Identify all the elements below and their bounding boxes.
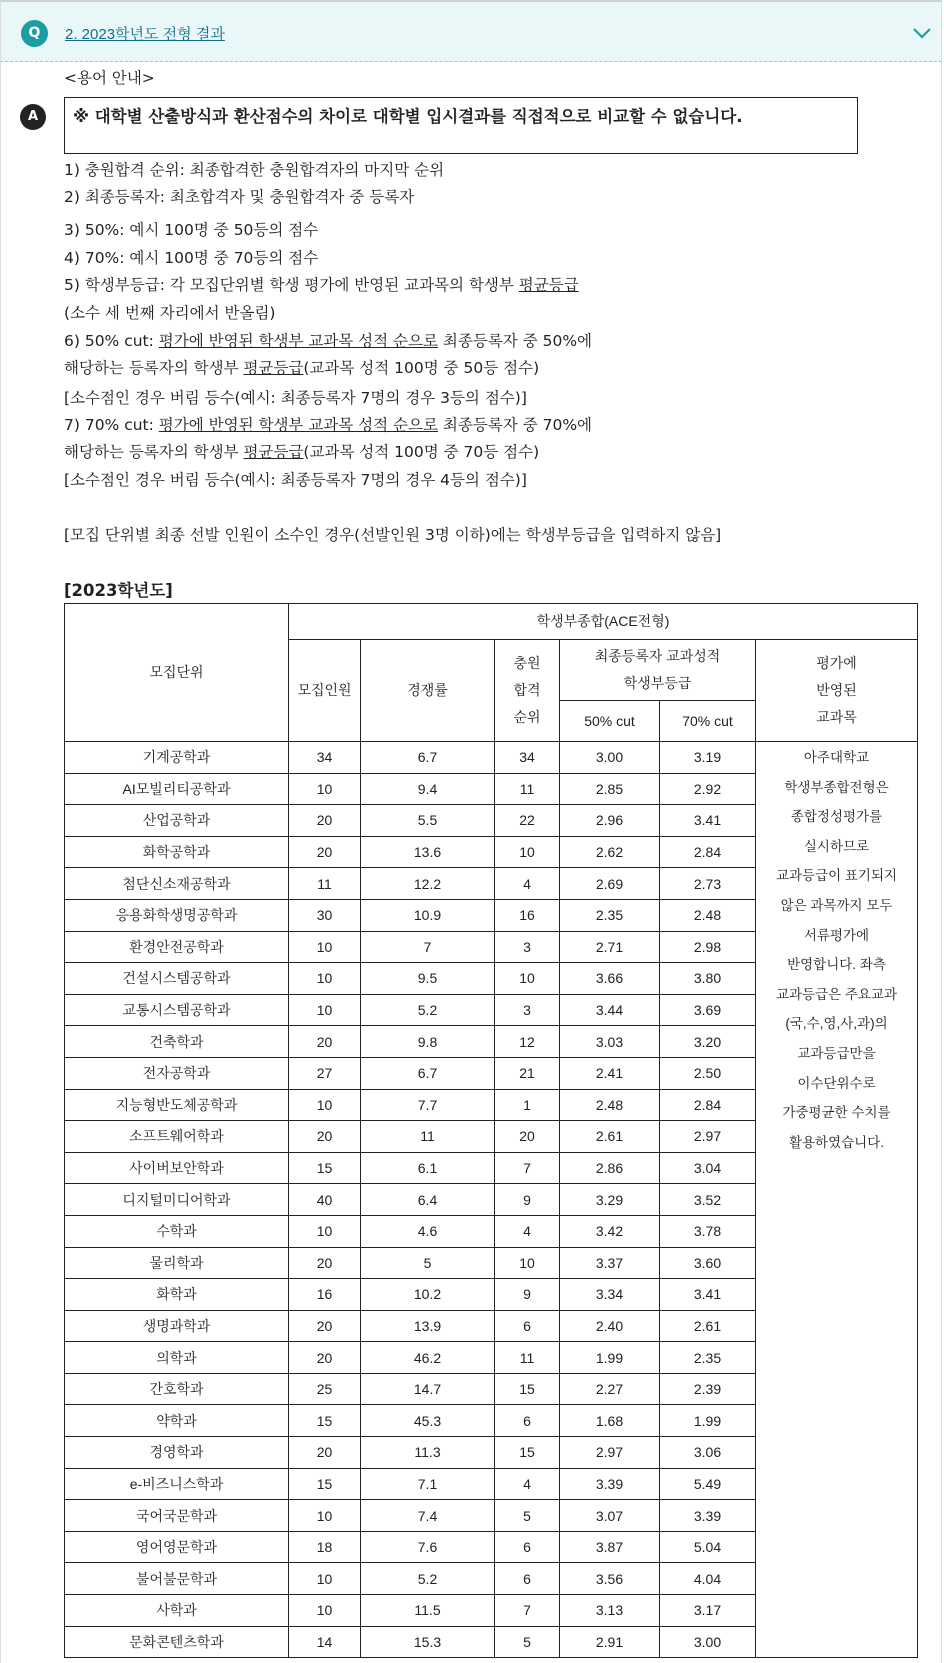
header-text: 순위 [513, 709, 541, 725]
cell-cut70: 2.73 [660, 868, 756, 900]
cell-unit: 영어영문학과 [65, 1531, 289, 1563]
side-note [756, 742, 918, 1658]
header-ratio: 경쟁률 [361, 640, 495, 742]
cell-ratio: 14.7 [361, 1373, 495, 1405]
header-rank [495, 640, 560, 742]
cell-unit: 경영학과 [65, 1437, 289, 1469]
cell-ratio: 10.2 [361, 1279, 495, 1311]
cell-quota: 10 [289, 963, 361, 995]
cell-cut70: 3.19 [660, 742, 756, 774]
cell-cut50: 1.99 [560, 1342, 660, 1374]
note-3: 3) 50%: 예시 100명 중 50등의 점수 [64, 221, 319, 239]
cell-ratio: 6.1 [361, 1152, 495, 1184]
cell-unit: 소프트웨어학과 [65, 1121, 289, 1153]
cell-quota: 27 [289, 1057, 361, 1089]
cell-cut50: 3.66 [560, 963, 660, 995]
cell-cut70: 5.49 [660, 1468, 756, 1500]
header-grade [560, 640, 756, 701]
cell-cut70: 3.39 [660, 1500, 756, 1532]
cell-unit: 기계공학과 [65, 742, 289, 774]
cell-cut50: 3.87 [560, 1531, 660, 1563]
header-text: 최종등록자 교과성적 [594, 648, 721, 664]
cell-cut50: 3.13 [560, 1595, 660, 1627]
header-subjects [756, 640, 918, 742]
cell-ratio: 9.5 [361, 963, 495, 995]
glossary-title: <용어 안내> [64, 69, 155, 87]
note-text: 5) 학생부등급: 각 모집단위별 학생 평가에 반영된 교과목의 학생부 [64, 276, 519, 294]
cell-quota: 18 [289, 1531, 361, 1563]
cell-unit: 전자공학과 [65, 1057, 289, 1089]
cell-cut50: 2.97 [560, 1437, 660, 1469]
cell-quota: 20 [289, 1342, 361, 1374]
cell-quota: 20 [289, 1310, 361, 1342]
cell-cut50: 3.44 [560, 994, 660, 1026]
note-underlined: 평균등급 [243, 443, 304, 461]
cell-cut70: 2.61 [660, 1310, 756, 1342]
cell-cut50: 2.69 [560, 868, 660, 900]
note-2: 2) 최종등록자: 최초합격자 및 충원합격자 중 등록자 [64, 188, 415, 206]
cell-unit: 응용화학생명공학과 [65, 899, 289, 931]
note-8: [모집 단위별 최종 선발 인원이 소수인 경우(선발인원 3명 이하)에는 학생부등급을 입력하지 않음] [64, 526, 722, 544]
cell-unit: 문화콘텐츠학과 [65, 1626, 289, 1658]
note-7 [64, 415, 592, 435]
cell-ratio: 7 [361, 931, 495, 963]
header-text: 학생부등급 [623, 675, 692, 691]
cell-ratio: 9.8 [361, 1026, 495, 1058]
cell-unit: 의학과 [65, 1342, 289, 1374]
cell-quota: 10 [289, 1089, 361, 1121]
answer-badge: A [20, 104, 46, 130]
note-7-example: [소수점인 경우 버림 등수(예시: 최종등록자 7명의 경우 4등의 점수)] [64, 471, 527, 489]
cell-cut50: 3.34 [560, 1279, 660, 1311]
cell-cut70: 2.98 [660, 931, 756, 963]
cell-rank: 6 [495, 1310, 560, 1342]
cell-quota: 20 [289, 1026, 361, 1058]
table-body [65, 742, 918, 1658]
cell-cut50: 3.07 [560, 1500, 660, 1532]
side-note-line: 종합정성평가를 [790, 809, 883, 825]
note-6 [64, 331, 592, 351]
note-1: 1) 충원합격 순위: 최종합격한 충원합격자의 마지막 순위 [64, 161, 445, 179]
cell-cut70: 3.69 [660, 994, 756, 1026]
cell-ratio: 7.7 [361, 1089, 495, 1121]
cell-ratio: 13.6 [361, 836, 495, 868]
cell-cut50: 2.48 [560, 1089, 660, 1121]
cell-ratio: 5 [361, 1247, 495, 1279]
cell-cut70: 5.04 [660, 1531, 756, 1563]
cell-cut50: 3.39 [560, 1468, 660, 1500]
cell-rank: 10 [495, 963, 560, 995]
cell-rank: 4 [495, 868, 560, 900]
cell-unit: 사학과 [65, 1595, 289, 1627]
notice-text: ※ 대학별 산출방식과 환산점수의 차이로 대학별 입시결과를 직접적으로 비교할 수 없습니다. [73, 107, 743, 126]
note-underlined: 평가에 반영된 학생부 교과목 성적 순으로 [158, 332, 438, 350]
cell-quota: 20 [289, 836, 361, 868]
cell-unit: 건설시스템공학과 [65, 963, 289, 995]
cell-quota: 10 [289, 931, 361, 963]
cell-cut50: 2.41 [560, 1057, 660, 1089]
cell-ratio: 7.4 [361, 1500, 495, 1532]
cell-rank: 6 [495, 1405, 560, 1437]
cell-cut50: 3.56 [560, 1563, 660, 1595]
cell-cut70: 1.99 [660, 1405, 756, 1437]
header-50-cut: 50% cut [560, 701, 660, 742]
cell-rank: 4 [495, 1468, 560, 1500]
cell-unit: 산업공학과 [65, 805, 289, 837]
cell-cut70: 2.84 [660, 836, 756, 868]
cell-cut50: 1.68 [560, 1405, 660, 1437]
cell-cut70: 2.35 [660, 1342, 756, 1374]
question-header[interactable] [0, 0, 942, 62]
note-underlined: 평균등급 [243, 359, 304, 377]
cell-cut70: 3.04 [660, 1152, 756, 1184]
cell-cut50: 3.03 [560, 1026, 660, 1058]
note-text: (교과목 성적 100명 중 70등 점수) [303, 443, 540, 461]
cell-unit: 건축학과 [65, 1026, 289, 1058]
side-note-line: 교과등급이 표기되지 [775, 868, 898, 884]
cell-cut70: 3.20 [660, 1026, 756, 1058]
note-6-cont [64, 358, 539, 378]
cell-unit: 생명과학과 [65, 1310, 289, 1342]
cell-cut50: 2.61 [560, 1121, 660, 1153]
cell-cut50: 2.96 [560, 805, 660, 837]
cell-cut50: 2.62 [560, 836, 660, 868]
notice-box [64, 97, 858, 154]
cell-quota: 20 [289, 1121, 361, 1153]
cell-quota: 14 [289, 1626, 361, 1658]
cell-quota: 10 [289, 1500, 361, 1532]
cell-cut70: 2.84 [660, 1089, 756, 1121]
cell-quota: 20 [289, 805, 361, 837]
cell-cut70: 3.06 [660, 1437, 756, 1469]
side-note-line: 학생부종합전형은 [784, 779, 889, 795]
header-group: 학생부종합(ACE전형) [289, 604, 918, 640]
header-quota: 모집인원 [289, 640, 361, 742]
cell-quota: 10 [289, 1563, 361, 1595]
cell-unit: 디지털미디어학과 [65, 1184, 289, 1216]
cell-ratio: 10.9 [361, 899, 495, 931]
cell-rank: 22 [495, 805, 560, 837]
cell-unit: 환경안전공학과 [65, 931, 289, 963]
cell-cut70: 3.60 [660, 1247, 756, 1279]
cell-ratio: 45.3 [361, 1405, 495, 1437]
cell-quota: 20 [289, 1437, 361, 1469]
cell-unit: 불어불문학과 [65, 1563, 289, 1595]
header-text: 합격 [513, 682, 541, 698]
cell-rank: 5 [495, 1626, 560, 1658]
cell-cut50: 3.42 [560, 1215, 660, 1247]
cell-unit: AI모빌리티공학과 [65, 773, 289, 805]
cell-cut70: 2.48 [660, 899, 756, 931]
cell-rank: 12 [495, 1026, 560, 1058]
side-note-line: 교과등급은 주요교과 [775, 986, 898, 1002]
cell-cut50: 2.40 [560, 1310, 660, 1342]
side-note-line: 아주대학교 [803, 750, 870, 765]
header-text: 교과목 [816, 709, 857, 725]
cell-ratio: 5.2 [361, 994, 495, 1026]
cell-unit: 간호학과 [65, 1373, 289, 1405]
cell-ratio: 6.7 [361, 1057, 495, 1089]
cell-rank: 15 [495, 1373, 560, 1405]
header-text: 충원 [513, 655, 541, 671]
side-note-line: 가중평균한 수치를 [782, 1105, 891, 1121]
cell-quota: 15 [289, 1152, 361, 1184]
cell-quota: 10 [289, 994, 361, 1026]
cell-rank: 9 [495, 1279, 560, 1311]
cell-unit: 화학공학과 [65, 836, 289, 868]
cell-cut50: 3.37 [560, 1247, 660, 1279]
cell-ratio: 5.2 [361, 1563, 495, 1595]
cell-quota: 10 [289, 1215, 361, 1247]
cell-rank: 20 [495, 1121, 560, 1153]
cell-quota: 10 [289, 1595, 361, 1627]
chevron-down-icon[interactable] [911, 22, 933, 44]
cell-rank: 15 [495, 1437, 560, 1469]
cell-rank: 6 [495, 1531, 560, 1563]
cell-cut70: 3.52 [660, 1184, 756, 1216]
cell-cut50: 2.35 [560, 899, 660, 931]
cell-quota: 15 [289, 1468, 361, 1500]
question-title-link[interactable]: 2. 2023학년도 전형 결과 [65, 26, 225, 43]
cell-cut50: 2.86 [560, 1152, 660, 1184]
cell-quota: 15 [289, 1405, 361, 1437]
cell-rank: 11 [495, 773, 560, 805]
cell-cut50: 2.27 [560, 1373, 660, 1405]
cell-ratio: 6.4 [361, 1184, 495, 1216]
cell-cut70: 3.80 [660, 963, 756, 995]
cell-ratio: 5.5 [361, 805, 495, 837]
note-text: 최종등록자 중 50%에 [437, 332, 593, 350]
cell-unit: 지능형반도체공학과 [65, 1089, 289, 1121]
header-text: 평가에 [816, 655, 857, 671]
side-note-line: (국,수,영,사,과)의 [785, 1016, 888, 1032]
side-note-line: 이수단위수로 [797, 1075, 876, 1091]
cell-ratio: 12.2 [361, 868, 495, 900]
cell-rank: 1 [495, 1089, 560, 1121]
cell-ratio: 13.9 [361, 1310, 495, 1342]
side-note-line: 반영합니다. 좌측 [787, 957, 886, 973]
side-note-line: 교과등급만을 [797, 1045, 876, 1061]
cell-unit: e-비즈니스학과 [65, 1468, 289, 1500]
cell-unit: 첨단신소재공학과 [65, 868, 289, 900]
header-unit: 모집단위 [65, 604, 289, 742]
cell-ratio: 11 [361, 1121, 495, 1153]
cell-unit: 국어국문학과 [65, 1500, 289, 1532]
cell-cut50: 3.29 [560, 1184, 660, 1216]
side-note-line: 활용하였습니다. [788, 1134, 885, 1150]
cell-ratio: 9.4 [361, 773, 495, 805]
cell-rank: 7 [495, 1152, 560, 1184]
note-5-cont: (소수 세 번째 자리에서 반올림) [64, 304, 276, 322]
cell-unit: 화학과 [65, 1279, 289, 1311]
cell-unit: 사이버보안학과 [65, 1152, 289, 1184]
cell-unit: 수학과 [65, 1215, 289, 1247]
note-text: 해당하는 등록자의 학생부 [64, 359, 244, 377]
cell-unit: 물리학과 [65, 1247, 289, 1279]
cell-cut70: 3.00 [660, 1626, 756, 1658]
note-text: 해당하는 등록자의 학생부 [64, 443, 244, 461]
cell-quota: 10 [289, 773, 361, 805]
cell-rank: 11 [495, 1342, 560, 1374]
cell-rank: 3 [495, 931, 560, 963]
cell-cut70: 2.92 [660, 773, 756, 805]
note-underlined: 평가에 반영된 학생부 교과목 성적 순으로 [158, 416, 438, 434]
question-badge: Q [21, 20, 48, 47]
cell-cut70: 2.39 [660, 1373, 756, 1405]
side-note-line: 실시하므로 [803, 838, 870, 854]
cell-unit: 교통시스템공학과 [65, 994, 289, 1026]
admission-results-table [64, 603, 918, 1658]
cell-rank: 10 [495, 1247, 560, 1279]
cell-quota: 16 [289, 1279, 361, 1311]
cell-ratio: 7.6 [361, 1531, 495, 1563]
header-70-cut: 70% cut [660, 701, 756, 742]
note-5 [64, 275, 579, 295]
cell-ratio: 6.7 [361, 742, 495, 774]
cell-cut50: 3.00 [560, 742, 660, 774]
header-text: 반영된 [816, 682, 857, 698]
cell-rank: 10 [495, 836, 560, 868]
cell-quota: 34 [289, 742, 361, 774]
cell-cut70: 3.41 [660, 805, 756, 837]
cell-quota: 30 [289, 899, 361, 931]
note-text: (교과목 성적 100명 중 50등 점수) [303, 359, 540, 377]
note-text: 6) 50% cut: [64, 332, 159, 350]
cell-rank: 3 [495, 994, 560, 1026]
cell-quota: 20 [289, 1247, 361, 1279]
cell-quota: 25 [289, 1373, 361, 1405]
note-text: 최종등록자 중 70%에 [437, 416, 593, 434]
cell-rank: 4 [495, 1215, 560, 1247]
cell-ratio: 46.2 [361, 1342, 495, 1374]
cell-quota: 11 [289, 868, 361, 900]
cell-ratio: 4.6 [361, 1215, 495, 1247]
side-note-line: 않은 과목까지 모두 [780, 897, 893, 913]
cell-unit: 약학과 [65, 1405, 289, 1437]
note-4: 4) 70%: 예시 100명 중 70등의 점수 [64, 249, 319, 267]
table-row [65, 742, 918, 774]
note-6-example: [소수점인 경우 버림 등수(예시: 최종등록자 7명의 경우 3등의 점수)] [64, 389, 527, 407]
cell-rank: 9 [495, 1184, 560, 1216]
cell-rank: 16 [495, 899, 560, 931]
cell-ratio: 7.1 [361, 1468, 495, 1500]
cell-cut50: 2.91 [560, 1626, 660, 1658]
note-underlined: 평균등급 [518, 276, 579, 294]
year-header: [2023학년도] [64, 581, 173, 600]
cell-cut70: 3.41 [660, 1279, 756, 1311]
cell-ratio: 11.5 [361, 1595, 495, 1627]
cell-rank: 6 [495, 1563, 560, 1595]
cell-ratio: 15.3 [361, 1626, 495, 1658]
cell-cut70: 4.04 [660, 1563, 756, 1595]
cell-ratio: 11.3 [361, 1437, 495, 1469]
note-7-cont [64, 442, 539, 462]
cell-cut70: 2.97 [660, 1121, 756, 1153]
note-text: 7) 70% cut: [64, 416, 159, 434]
side-note-line: 서류평가에 [803, 927, 870, 943]
cell-cut70: 2.50 [660, 1057, 756, 1089]
cell-rank: 21 [495, 1057, 560, 1089]
cell-rank: 34 [495, 742, 560, 774]
cell-cut50: 2.85 [560, 773, 660, 805]
cell-cut50: 2.71 [560, 931, 660, 963]
cell-cut70: 3.17 [660, 1595, 756, 1627]
cell-cut70: 3.78 [660, 1215, 756, 1247]
cell-rank: 7 [495, 1595, 560, 1627]
cell-quota: 40 [289, 1184, 361, 1216]
cell-rank: 5 [495, 1500, 560, 1532]
